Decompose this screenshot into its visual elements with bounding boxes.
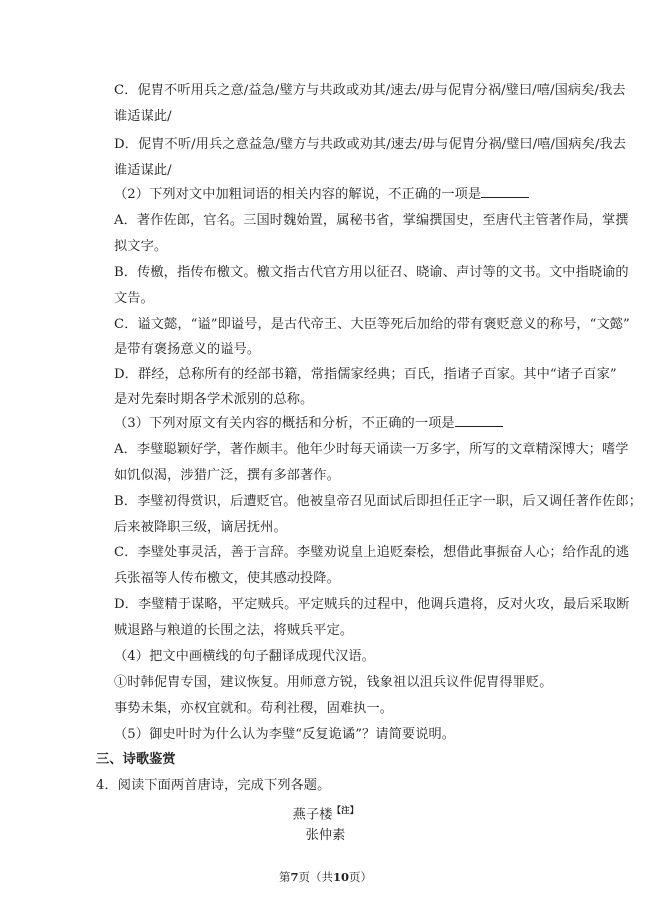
footer-page-number: 7 bbox=[290, 870, 299, 884]
page-footer bbox=[0, 869, 651, 885]
q2-option-b-line-2: 文告。 bbox=[114, 291, 154, 306]
option-d-line-2: 谁适谋此/ bbox=[114, 163, 172, 178]
footer-total-pages: 10 bbox=[333, 870, 350, 884]
footer-prefix: 第 bbox=[278, 870, 291, 884]
q3-option-a-line-2: 如饥似渴，涉猎广泛，撰有多部著作。 bbox=[114, 468, 340, 483]
q3-option-b-line-2: 后来被降职三级，谪居抚州。 bbox=[114, 520, 287, 535]
question-4-sentence-2: 事势未集，亦权宜就和。苟利社稷，固难执一。 bbox=[114, 701, 394, 716]
poem-title-text: 燕子楼 bbox=[292, 807, 333, 823]
q2-option-b-line-1: B．传檄，指传布檄文。檄文指古代官方用以征召、晓谕、声讨等的文书。文中指晓谕的 bbox=[114, 265, 629, 280]
poem-title bbox=[0, 802, 651, 824]
q2-option-c-line-2: 是带有褒扬意义的谥号。 bbox=[114, 342, 261, 357]
q3-option-a-line-1: A．李璧聪颖好学，著作颇丰。他年少时每天诵读一万多字，所写的文章精深博大；嗜学 bbox=[114, 442, 629, 457]
q2-option-c-line-1: C．谥文懿，“谥”即谥号，是古代帝王、大臣等死后加给的带有褒贬意义的称号，“文懿” bbox=[114, 317, 630, 332]
footer-mid: 页（共 bbox=[298, 870, 333, 884]
option-d-line-1: D．伲胄不听/用兵之意益急/璧方与共政或劝其/速去/毋与伲胄分祸/璧曰/嘻/国病矣/我去 bbox=[114, 137, 627, 152]
poem-author: 张仲素 bbox=[305, 828, 346, 843]
answer-blank bbox=[481, 185, 529, 198]
q3-option-b-line-1: B．李璧初得赏识，后遭贬官。他被皇帝召见面试后即担任正字一职，后又调任著作佐郎； bbox=[114, 494, 642, 509]
question-4-sentence-1: ①时韩伲胄专国，建议恢复。用师意方锐，钱象祖以沮兵议件伲胄得罪贬。 bbox=[114, 675, 553, 690]
footer-suffix: 页） bbox=[349, 870, 373, 884]
q3-option-c-line-1: C．李璧处事灵活，善于言辞。李璧劝说皇上追贬秦桧，想借此事振奋人心；给作乱的逃 bbox=[114, 545, 630, 560]
q2-option-d-line-1: D．群经，总称所有的经部书籍，常指儒家经典；百氏，指诸子百家。其中“诸子百家” bbox=[114, 367, 617, 382]
question-4-instruction: 4．阅读下面两首唐诗，完成下列各题。 bbox=[96, 778, 331, 793]
q3-option-d-line-1: D．李璧精于谋略，平定贼兵。平定贼兵的过程中，他调兵遣将，反对火攻，最后采取断 bbox=[114, 597, 630, 612]
question-5-stem: （5）御史叶时为什么认为李璧“反复诡谲”？请简要说明。 bbox=[114, 727, 456, 742]
question-4-stem: （4）把文中画横线的句子翻译成现代汉语。 bbox=[114, 649, 375, 664]
question-3-text: （3）下列对原文有关内容的概括和分析，不正确的一项是 bbox=[114, 416, 455, 431]
q3-option-c-line-2: 兵张福等人传布檄文，使其感动投降。 bbox=[114, 571, 340, 586]
q3-option-d-line-2: 贼退路与粮道的长围之法，将贼兵平定。 bbox=[114, 623, 354, 638]
question-2-stem bbox=[114, 185, 577, 204]
section-heading: 三、诗歌鉴赏 bbox=[96, 752, 176, 767]
question-3-stem bbox=[114, 414, 577, 433]
answer-blank bbox=[455, 414, 503, 427]
question-2-text: （2）下列对文中加粗词语的相关内容的解说，不正确的一项是 bbox=[114, 187, 482, 202]
q2-option-a-line-1: A．著作佐郎，官名。三国时魏始置，属秘书省，掌编撰国史，至唐代主管著作局，掌撰 bbox=[114, 213, 629, 228]
q2-option-a-line-2: 拟文字。 bbox=[114, 239, 168, 254]
q2-option-d-line-2: 是对先秦时期各学术派别的总称。 bbox=[114, 392, 314, 407]
poem-note-mark: 【注】 bbox=[332, 806, 359, 816]
option-c-line-2: 谁适谋此/ bbox=[114, 109, 172, 124]
option-c-line-1: C．伲胄不听用兵之意/益急/璧方与共政或劝其/速去/毋与伲胄分祸/璧曰/嘻/国病矣/我去 bbox=[114, 83, 626, 98]
